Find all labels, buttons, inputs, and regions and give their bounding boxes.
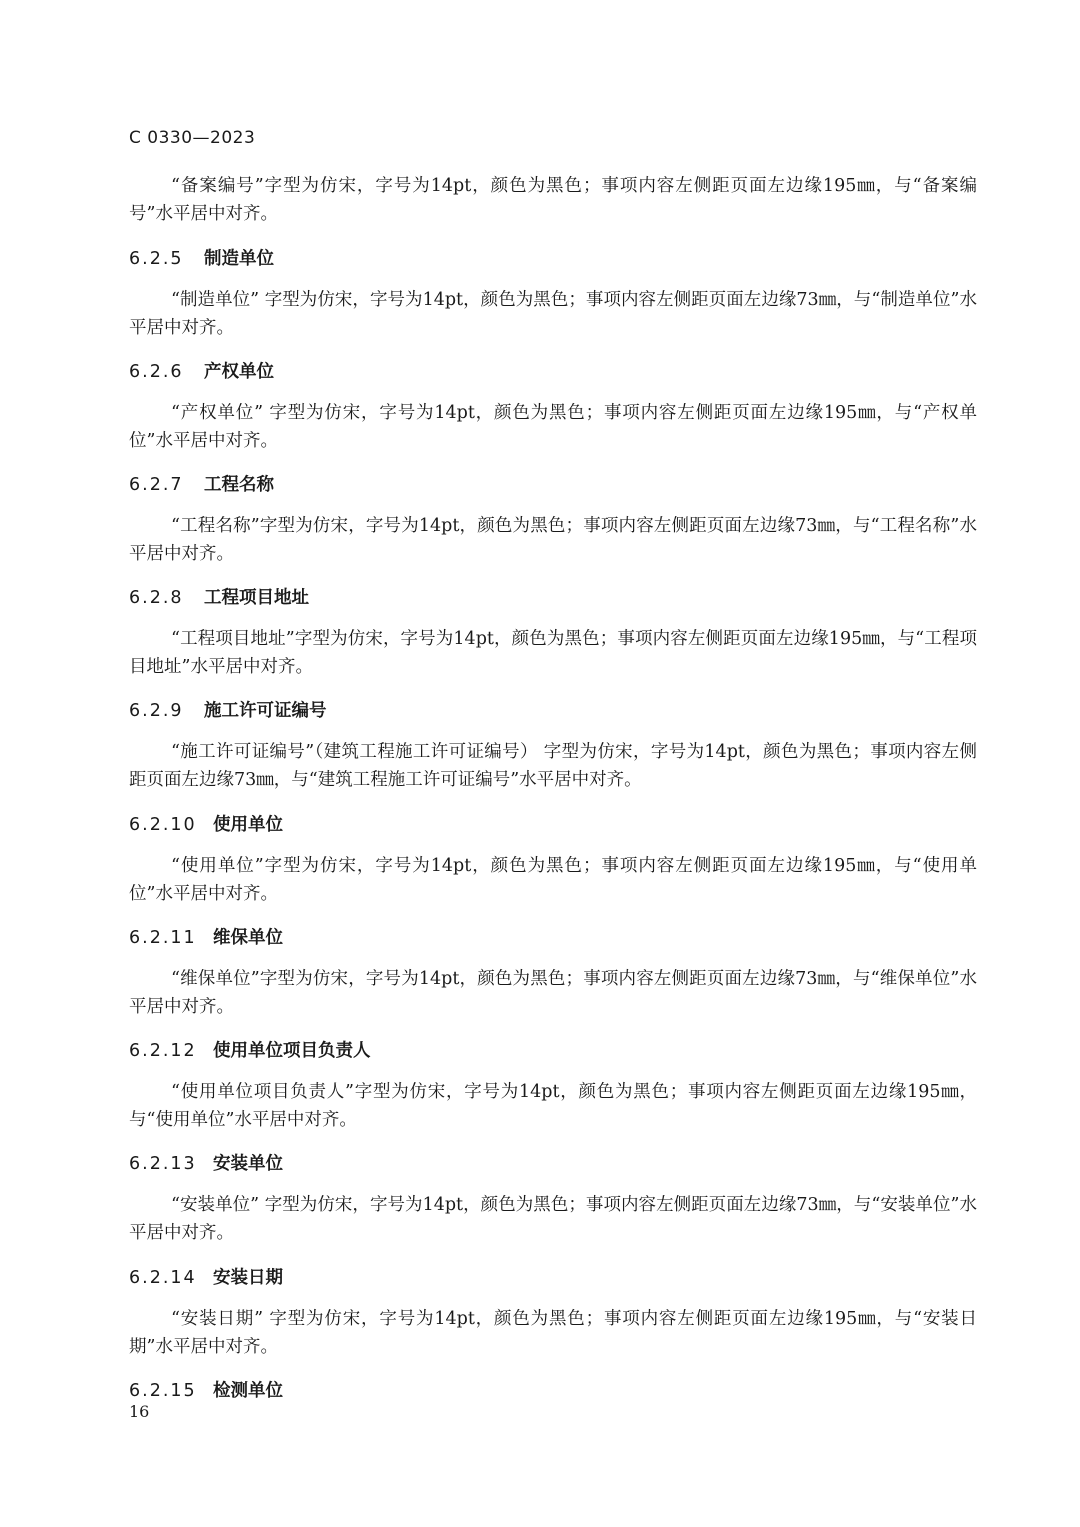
- section-title: 维保单位: [213, 928, 283, 948]
- section-title: 制造单位: [204, 249, 274, 269]
- section-title: 使用单位项目负责人: [213, 1041, 371, 1061]
- section-title: 检测单位: [213, 1381, 283, 1401]
- paragraph-record-number: “备案编号”字型为仿宋，字号为14pt，颜色为黑色；事项内容左侧距页面左边缘195㎜，与“备案编号”水平居中对齐。: [129, 176, 977, 224]
- paragraph-installation-date: “安装日期” 字型为仿宋，字号为14pt，颜色为黑色；事项内容左侧距页面左边缘195㎜，与“安装日期”水平居中对齐。: [129, 1309, 977, 1357]
- section-title: 安装单位: [213, 1154, 283, 1174]
- standard-code: C 0330—2023: [129, 128, 256, 148]
- paragraph-user-project-lead: “使用单位项目负责人”字型为仿宋，字号为14pt，颜色为黑色；事项内容左侧距页面左边缘195㎜，与“使用单位”水平居中对齐。: [129, 1082, 977, 1130]
- paragraph-user-unit: “使用单位”字型为仿宋，字号为14pt，颜色为黑色；事项内容左侧距页面左边缘195㎜，与“使用单位”水平居中对齐。: [129, 856, 977, 904]
- section-number: 6.2.11: [129, 928, 197, 948]
- section-heading-6-2-9: [129, 697, 327, 722]
- section-title: 工程名称: [204, 475, 274, 495]
- section-heading-6-2-14: [129, 1264, 283, 1289]
- paragraph-property-owner: “产权单位” 字型为仿宋，字号为14pt，颜色为黑色；事项内容左侧距页面左边缘195㎜，与“产权单位”水平居中对齐。: [129, 403, 977, 451]
- section-number: 6.2.12: [129, 1041, 197, 1061]
- section-number: 6.2.8: [129, 588, 184, 608]
- paragraph-installation-unit: “安装单位” 字型为仿宋，字号为14pt，颜色为黑色；事项内容左侧距页面左边缘73㎜，与“安装单位”水平居中对齐。: [129, 1195, 977, 1243]
- section-number: 6.2.14: [129, 1268, 197, 1288]
- section-title: 使用单位: [213, 815, 283, 835]
- section-number: 6.2.9: [129, 701, 184, 721]
- section-number: 6.2.5: [129, 249, 184, 269]
- section-heading-6-2-13: [129, 1150, 283, 1175]
- section-heading-6-2-12: [129, 1037, 371, 1062]
- paragraph-construction-permit: “施工许可证编号”（建筑工程施工许可证编号） 字型为仿宋，字号为14pt，颜色为黑色；事项内容左侧距页面左边缘73㎜，与“建筑工程施工许可证编号”水平居中对齐。: [129, 742, 977, 790]
- paragraph-project-address: “工程项目地址”字型为仿宋，字号为14pt，颜色为黑色；事项内容左侧距页面左边缘195㎜，与“工程项目地址”水平居中对齐。: [129, 629, 977, 677]
- section-heading-6-2-6: [129, 358, 274, 383]
- section-title: 安装日期: [213, 1268, 283, 1288]
- section-heading-6-2-15: [129, 1377, 283, 1402]
- section-heading-6-2-5: [129, 245, 274, 270]
- section-heading-6-2-11: [129, 924, 283, 949]
- section-number: 6.2.15: [129, 1381, 197, 1401]
- page-number: 16: [129, 1402, 150, 1421]
- paragraph-maintenance-unit: “维保单位”字型为仿宋，字号为14pt，颜色为黑色；事项内容左侧距页面左边缘73㎜，与“维保单位”水平居中对齐。: [129, 969, 977, 1017]
- section-heading-6-2-8: [129, 584, 309, 609]
- section-number: 6.2.10: [129, 815, 197, 835]
- section-heading-6-2-10: [129, 811, 283, 836]
- section-title: 施工许可证编号: [204, 701, 327, 721]
- paragraph-project-name: “工程名称”字型为仿宋，字号为14pt，颜色为黑色；事项内容左侧距页面左边缘73㎜，与“工程名称”水平居中对齐。: [129, 516, 977, 564]
- section-number: 6.2.13: [129, 1154, 197, 1174]
- section-heading-6-2-7: [129, 471, 274, 496]
- section-title: 产权单位: [204, 362, 274, 382]
- section-title: 工程项目地址: [204, 588, 309, 608]
- section-number: 6.2.7: [129, 475, 184, 495]
- paragraph-manufacturer: “制造单位” 字型为仿宋，字号为14pt，颜色为黑色；事项内容左侧距页面左边缘73㎜，与“制造单位”水平居中对齐。: [129, 290, 977, 338]
- section-number: 6.2.6: [129, 362, 184, 382]
